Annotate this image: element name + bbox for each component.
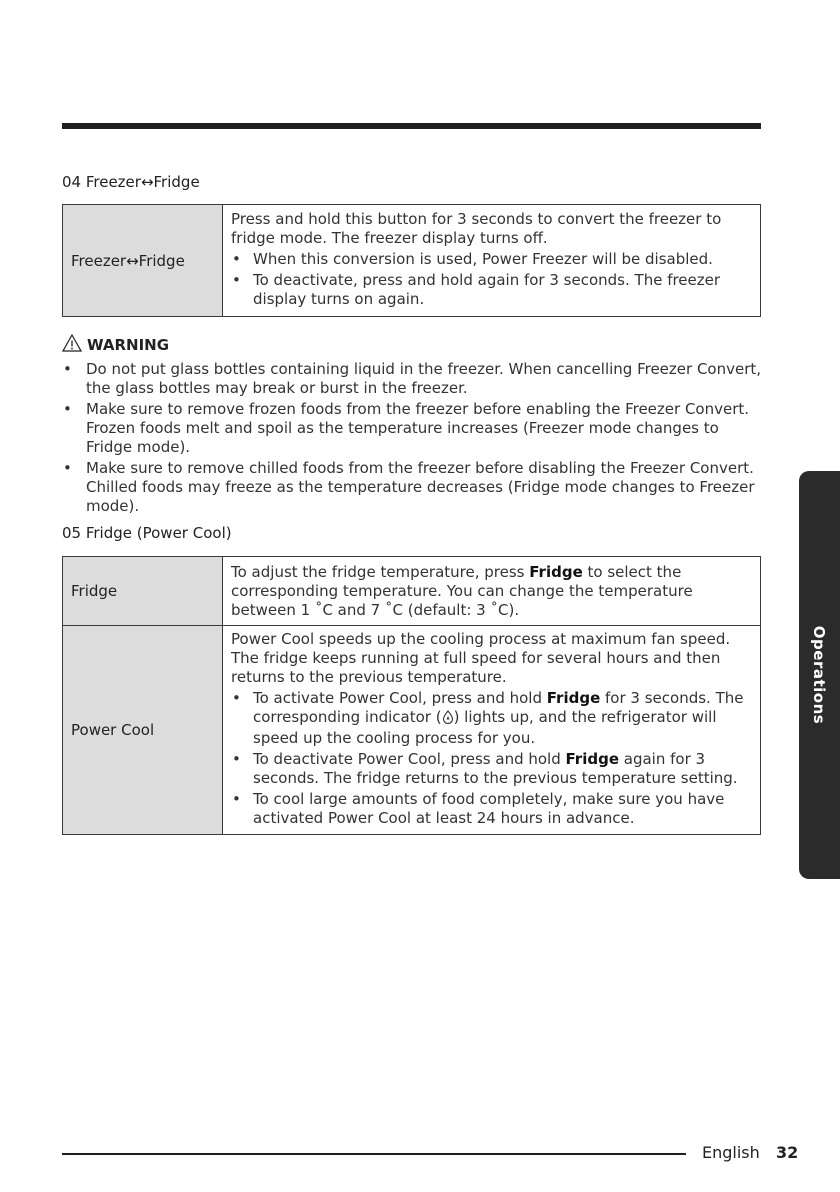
warning-block: [62, 334, 762, 518]
section-title-fridge-power-cool: 05 Fridge (Power Cool): [62, 524, 232, 542]
list-item: • To activate Power Cool, press and hold Fridge for 3 seconds. The corresponding indicator ( ) lights up, and the refrigerator will speed up the cooling process for you.: [232, 689, 744, 747]
row-description: To adjust the fridge temperature, press Fridge to select the corresponding temperature. You can change the temperature between 1 ˚C and 7 ˚C (default: 3 ˚C).: [223, 557, 761, 626]
section-title-freezer-fridge: 04 Freezer↔Fridge: [62, 173, 200, 191]
table-row: [63, 557, 761, 626]
fridge-power-cool-table: [62, 556, 761, 835]
row-label: Fridge: [63, 557, 223, 626]
freezer-fridge-table: [62, 204, 761, 317]
warning-title: WARNING: [87, 336, 170, 354]
row-label: Freezer↔Fridge: [63, 205, 223, 317]
table-row: [63, 205, 761, 317]
row-description: [223, 626, 761, 835]
list-item: • To deactivate Power Cool, press and hold Fridge again for 3 seconds. The fridge returns to the previous temperature setting.: [232, 750, 738, 787]
side-tab-label: Operations: [810, 625, 829, 725]
page-number: 32: [776, 1143, 799, 1162]
power-cool-indicator-icon: [442, 710, 454, 729]
footer-rule: [62, 1153, 686, 1155]
description-text: Power Cool speeds up the cooling process at maximum fan speed. The fridge keeps running at full speed for several hours and then returns to the previous temperature.: [231, 630, 731, 686]
warning-heading: [62, 334, 762, 356]
list-item: • To cool large amounts of food completely, make sure you have activated Power Cool at least 24 hours in advance.: [232, 790, 725, 827]
footer-language: English: [702, 1143, 760, 1162]
side-tab-operations: [799, 471, 840, 879]
list-item: • Make sure to remove frozen foods from the freezer before enabling the Freezer Convert. Frozen foods melt and spoil as the temperature increases (Freezer mode changes to Fridge mode).: [63, 400, 750, 456]
list-item: • When this conversion is used, Power Freezer will be disabled.: [232, 250, 713, 268]
list-item: • Make sure to remove chilled foods from the freezer before disabling the Freezer Convert. Chilled foods may freeze as the temperature decreases (Fridge mode changes to Freezer mode).: [63, 459, 755, 515]
list-item: • Do not put glass bottles containing liquid in the freezer. When cancelling Freezer Convert, the glass bottles may break or burst in the freezer.: [63, 360, 762, 397]
top-rule: [62, 123, 761, 129]
warning-triangle-icon: [62, 334, 87, 356]
row-label: Power Cool: [63, 626, 223, 835]
row-description: [223, 205, 761, 317]
table-row: [63, 626, 761, 835]
list-item: • To deactivate, press and hold again for 3 seconds. The freezer display turns on again.: [232, 271, 721, 308]
description-text: Press and hold this button for 3 seconds to convert the freezer to fridge mode. The freezer display turns off.: [231, 210, 722, 247]
